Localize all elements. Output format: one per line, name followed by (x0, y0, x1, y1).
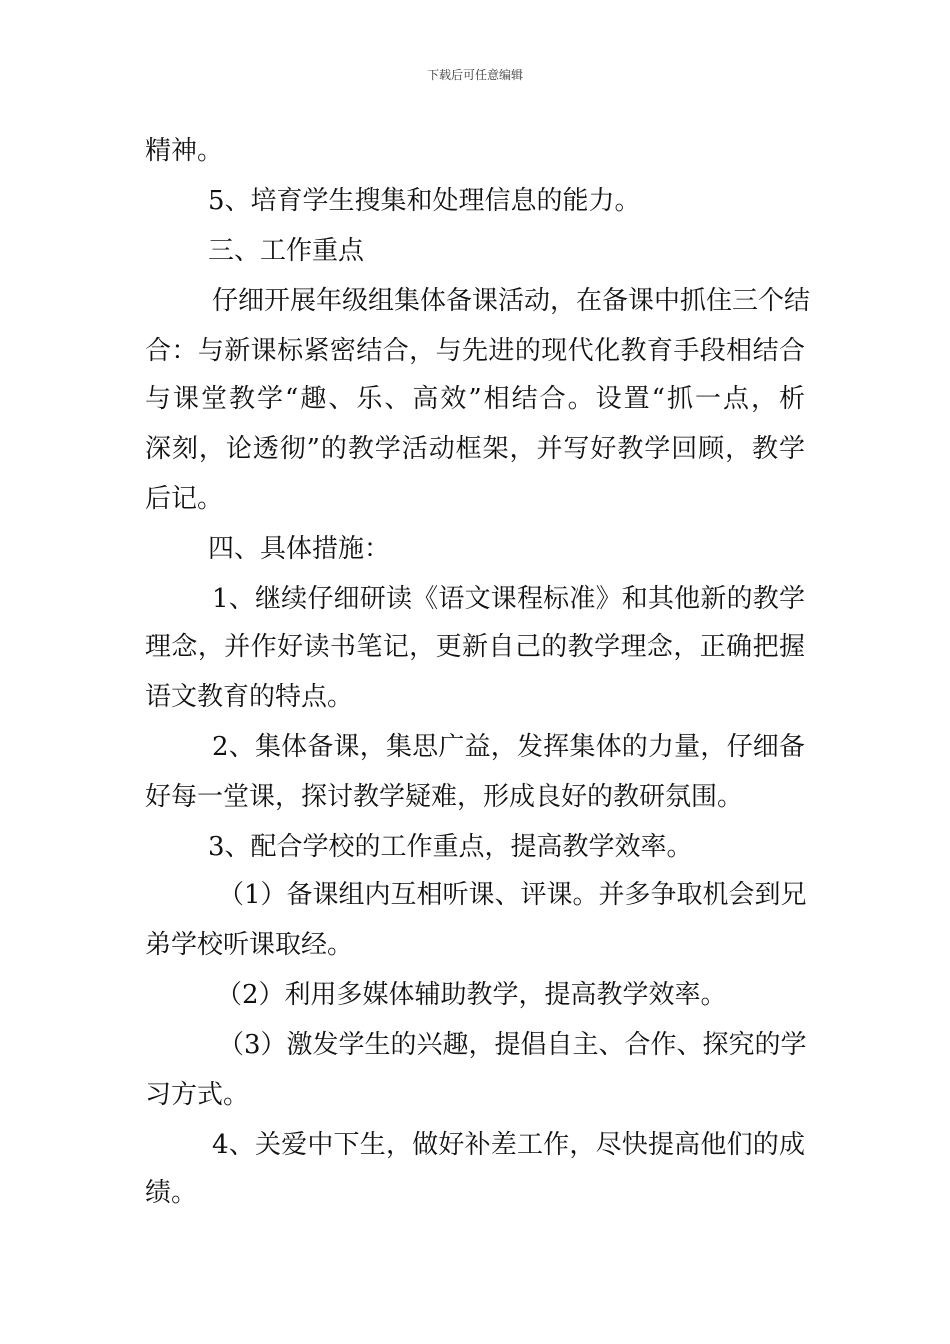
paragraph-line: 合：与新课标紧密结合，与先进的现代化教育手段相结合 (145, 336, 805, 366)
paragraph-line: 绩。 (145, 1178, 198, 1208)
list-item-1: 1、继续仔细研读《语文课程标准》和其他新的教学 (212, 584, 805, 614)
paragraph-line: 深刻，论透彻”的教学活动框架，并写好教学回顾，教学 (145, 434, 805, 464)
page-header: 下载后可任意编辑 (426, 68, 523, 82)
paragraph-line: 弟学校听课取经。 (145, 930, 354, 960)
paragraph-line: 好每一堂课，探讨教学疑难，形成良好的教研氛围。 (145, 782, 744, 812)
section-heading-4: 四、具体措施： (208, 534, 391, 564)
text-line: 精神。 (145, 136, 224, 166)
paragraph-line: 与课堂教学“趣、乐、高效”相结合。设置“抓一点，析 (145, 384, 805, 414)
list-item-3: 3、配合学校的工作重点，提高教学效率。 (208, 832, 693, 862)
paragraph-line: 理念，并作好读书笔记，更新自己的教学理念，正确把握 (145, 632, 805, 662)
sub-item-3: （3）激发学生的兴趣，提倡自主、合作、探究的学 (218, 1030, 807, 1060)
sub-item-2: （2）利用多媒体辅助教学，提高教学效率。 (216, 980, 727, 1010)
paragraph-line: 习方式。 (145, 1080, 250, 1110)
list-item-4: 4、关爱中下生，做好补差工作，尽快提高他们的成 (212, 1130, 805, 1160)
paragraph-line: 语文教育的特点。 (145, 682, 354, 712)
sub-item-1: （1）备课组内互相听课、评课。并多争取机会到兄 (218, 880, 807, 910)
section-heading-3: 三、工作重点 (208, 236, 365, 266)
list-item-2: 2、集体备课，集思广益，发挥集体的力量，仔细备 (212, 732, 805, 762)
paragraph-line: 后记。 (145, 484, 224, 514)
paragraph-line: 仔细开展年级组集体备课活动，在备课中抓住三个结 (212, 286, 811, 316)
list-item-5: 5、培育学生搜集和处理信息的能力。 (208, 186, 641, 216)
